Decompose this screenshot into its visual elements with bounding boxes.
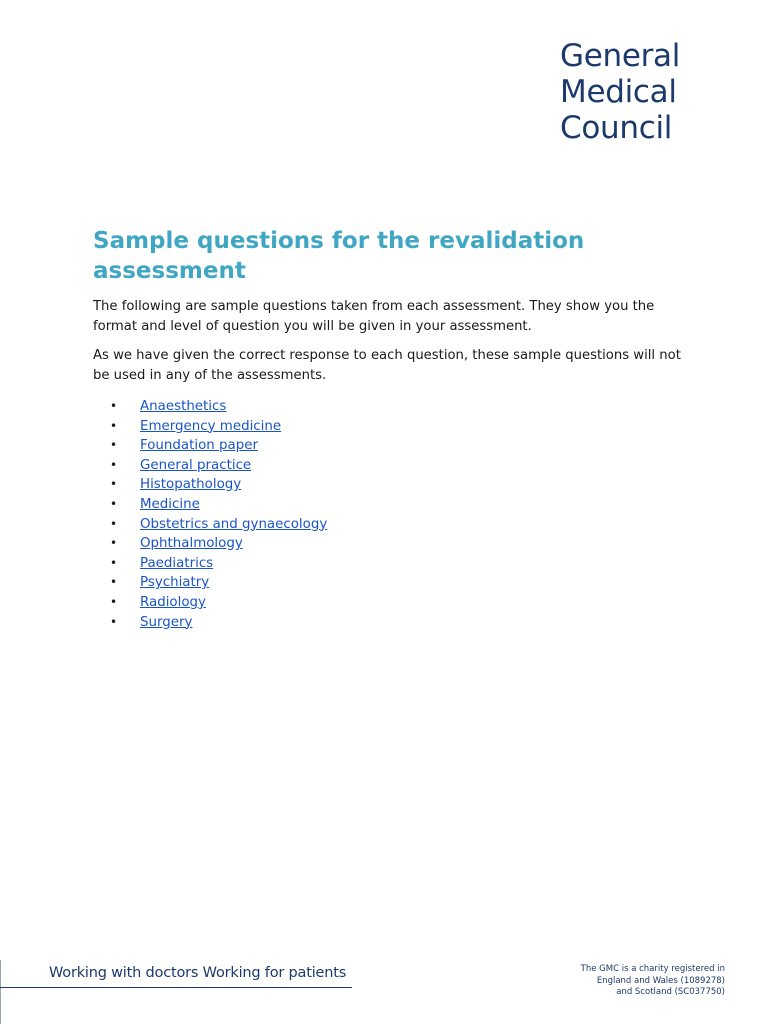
logo-line-medical: Medical: [560, 74, 677, 110]
link-radiology[interactable]: Radiology: [140, 594, 206, 610]
charity-notice: [581, 964, 725, 999]
link-medicine[interactable]: Medicine: [140, 496, 200, 512]
link-general-practice[interactable]: General practice: [140, 457, 252, 473]
bullet-icon: •: [110, 477, 118, 492]
note-paragraph: As we have given the correct response to each question, these sample questions will not be used in any of the assessments.: [93, 348, 681, 383]
link-paediatrics[interactable]: Paediatrics: [140, 555, 214, 571]
list-item: [110, 397, 327, 417]
assessment-links-list: [110, 397, 327, 632]
bullet-icon: •: [110, 536, 118, 551]
bullet-icon: •: [110, 594, 118, 609]
charity-line: The GMC is a charity registered in: [580, 964, 725, 974]
list-item: [110, 593, 327, 613]
logo-line-council: Council: [560, 110, 673, 146]
bullet-icon: •: [110, 614, 118, 629]
bullet-icon: •: [110, 516, 118, 531]
intro-paragraph: The following are sample questions taken from each assessment. They show you the format and level of question you will be given in your assessment.: [93, 299, 655, 334]
link-psychiatry[interactable]: Psychiatry: [140, 575, 210, 591]
bullet-icon: •: [110, 438, 118, 453]
list-item: [110, 436, 327, 456]
list-item: [110, 573, 327, 593]
footer-tagline: Working with doctors Working for patients: [49, 965, 347, 981]
gmc-logo: [560, 38, 740, 146]
link-emergency-medicine[interactable]: Emergency medicine: [140, 418, 282, 434]
page-title: Sample questions for the revalidation assessment: [93, 228, 585, 284]
bullet-icon: •: [110, 555, 118, 570]
bullet-icon: •: [110, 496, 118, 511]
list-item: [110, 613, 327, 633]
bullet-icon: •: [110, 575, 118, 590]
link-histopathology[interactable]: Histopathology: [140, 477, 242, 493]
footer-divider-vertical: [0, 960, 1, 1024]
list-item: [110, 456, 327, 476]
link-foundation-paper[interactable]: Foundation paper: [140, 438, 258, 454]
link-ophthalmology[interactable]: Ophthalmology: [140, 536, 243, 552]
link-obstetrics-and-gynaecology[interactable]: Obstetrics and gynaecology: [140, 516, 328, 532]
link-surgery[interactable]: Surgery: [140, 614, 193, 630]
list-item: [110, 475, 327, 495]
bullet-icon: •: [110, 399, 118, 413]
list-item: [110, 515, 327, 535]
charity-line: and Scotland (SC037750): [616, 987, 725, 997]
list-item: [110, 534, 327, 554]
charity-line: England and Wales (1089278): [596, 975, 725, 986]
footer-divider: [0, 987, 352, 988]
list-item: [110, 495, 327, 515]
bullet-icon: •: [110, 418, 118, 433]
logo-line-general: General: [560, 38, 681, 74]
link-anaesthetics[interactable]: Anaesthetics: [140, 399, 227, 414]
list-item: [110, 417, 327, 437]
list-item: [110, 554, 327, 574]
bullet-icon: •: [110, 457, 118, 472]
